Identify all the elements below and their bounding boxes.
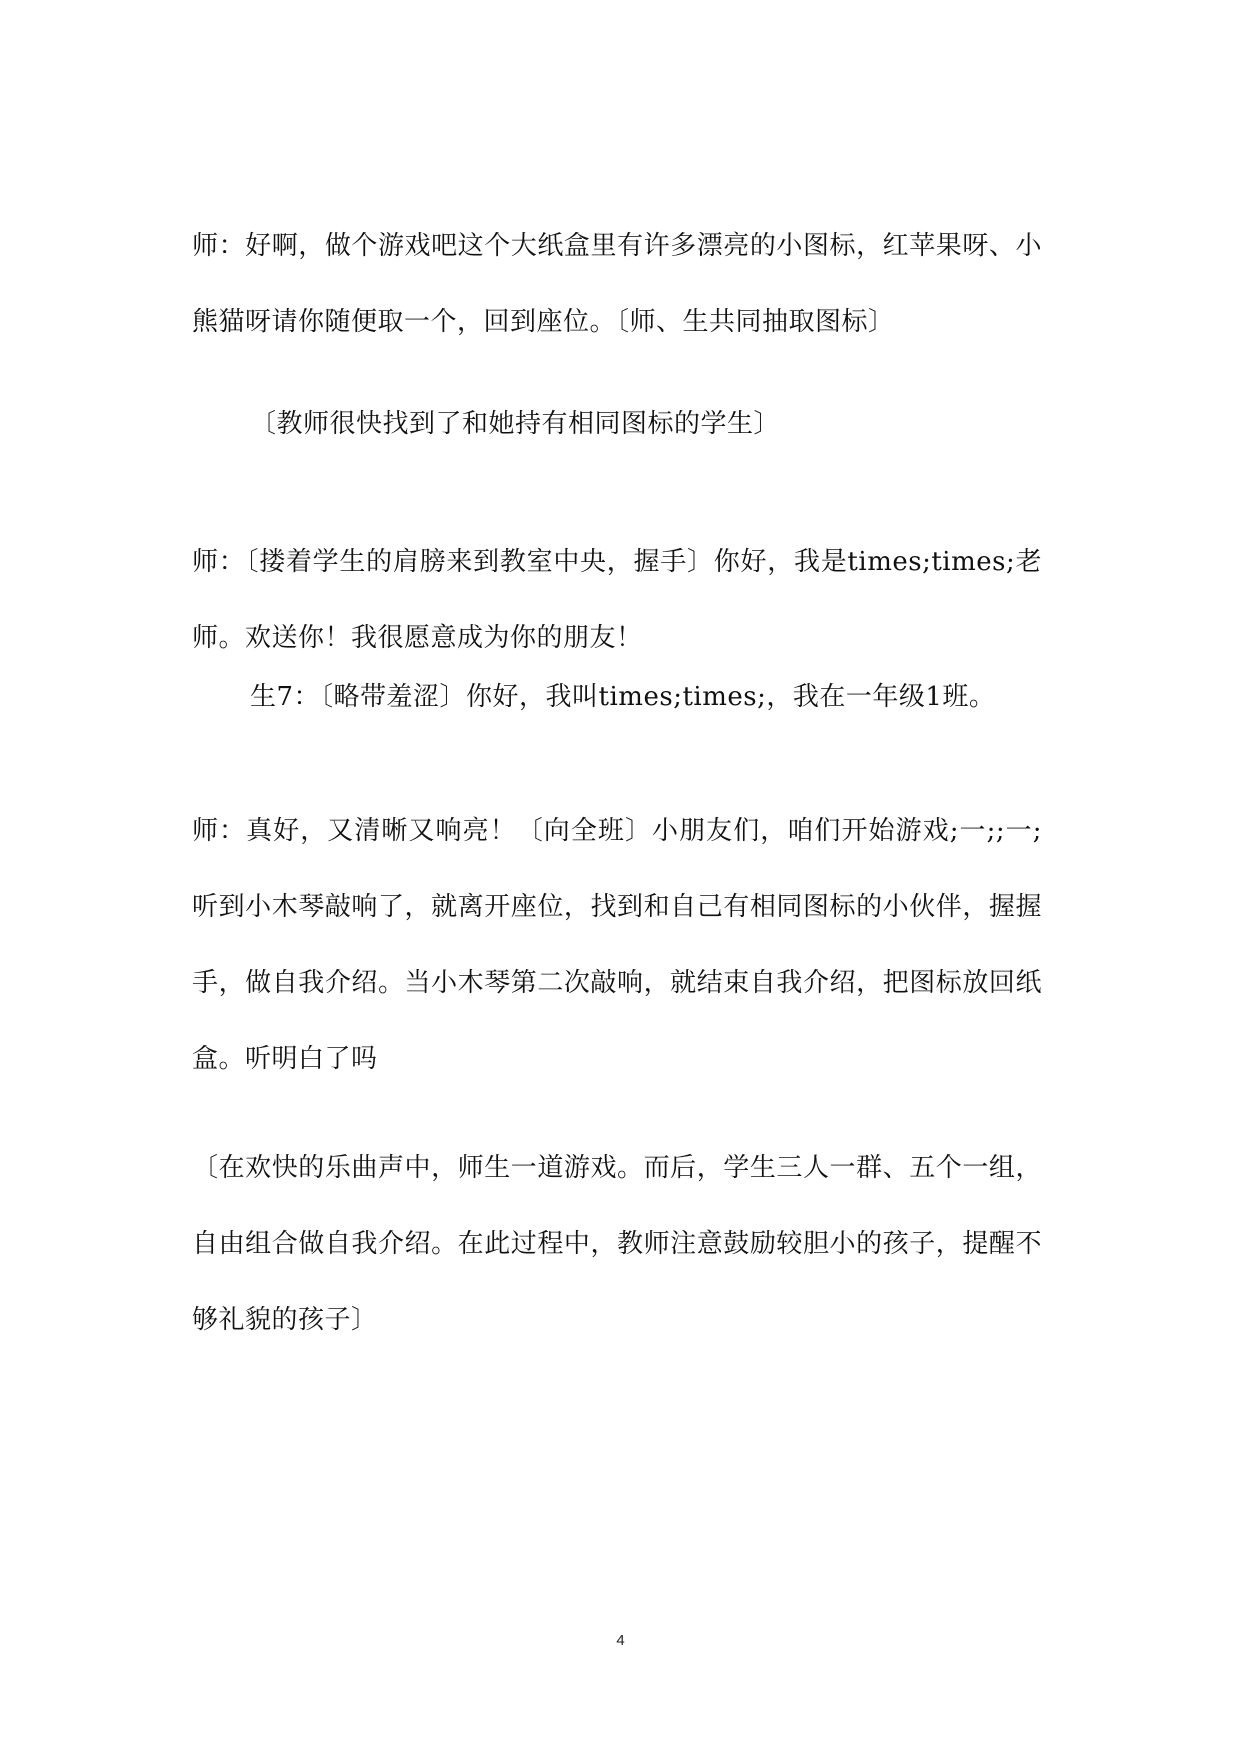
paragraph-teacher-finds-student: 〔教师很快找到了和她持有相同图标的学生〕	[250, 409, 781, 439]
paragraph-game-activity: 〔在欢快的乐曲声中，师生一道游戏。而后，学生三人一群、五个一组，自由组合做自我介绍。在此过程中，教师注意鼓励较胆小的孩子，提醒不够礼貌的孩子〕	[192, 1153, 1042, 1335]
paragraph-teacher-greeting: 师：〔搂着学生的肩膀来到教室中央，握手〕你好，我是times;times;老师。欢送你！我很愿意成为你的朋友！	[192, 547, 1042, 653]
page-number: 4	[616, 1632, 625, 1649]
paragraph-student-reply: 生7：〔略带羞涩〕你好，我叫times;times;，我在一年级1班。	[250, 682, 996, 712]
paragraph-teacher-game-intro: 师：好啊，做个游戏吧这个大纸盒里有许多漂亮的小图标，红苹果呀、小熊猫呀请你随便取一个，回到座位。〔师、生共同抽取图标〕	[192, 231, 1042, 337]
paragraph-game-rules: 师：真好，又清晰又响亮！〔向全班〕小朋友们，咱们开始游戏;一;;一;听到小木琴敲响了，就离开座位，找到和自己有相同图标的小伙伴，握握手，做自我介绍。当小木琴第二次敲响，就结束自我介绍，把图标放回纸盒。听明白了吗	[192, 816, 1042, 1074]
